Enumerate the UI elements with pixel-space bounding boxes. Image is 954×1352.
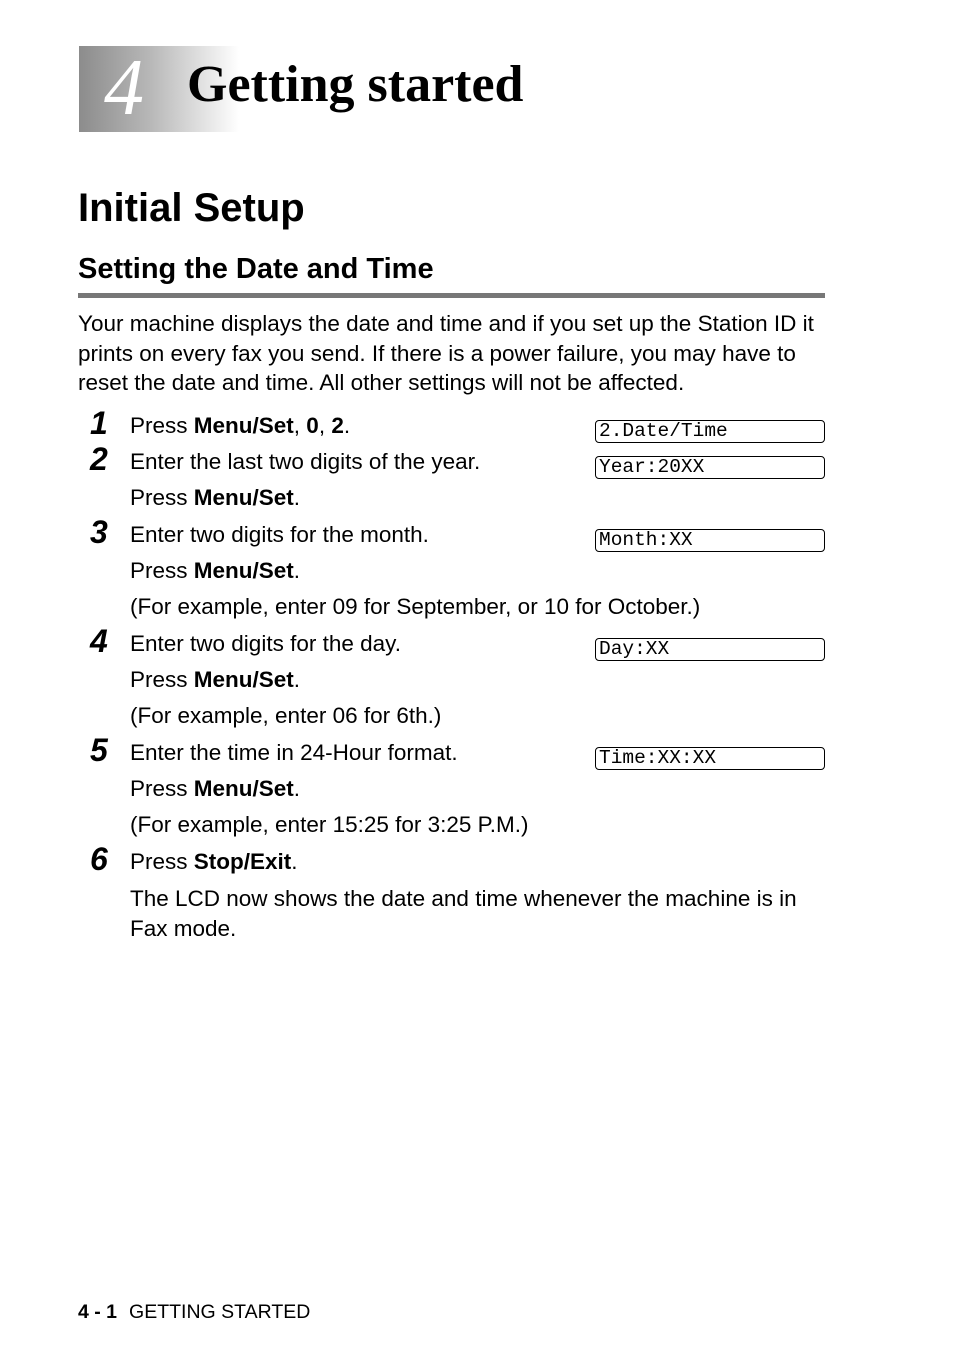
lcd-display: Time:XX:XX bbox=[595, 747, 825, 770]
step-6-paragraph: The LCD now shows the date and time whenever the machine is in Fax mode. bbox=[130, 886, 797, 941]
subsection-title: Setting the Date and Time bbox=[78, 253, 434, 285]
step-3-line-2: Press Menu/Set. bbox=[130, 558, 301, 583]
step-2-number: 2 bbox=[90, 441, 108, 477]
step-6-number: 6 bbox=[90, 841, 108, 877]
stop-exit-key: Stop/Exit bbox=[193, 849, 292, 874]
step-4-number: 4 bbox=[90, 623, 108, 659]
step-4-line-1: Enter two digits for the day. bbox=[130, 631, 401, 656]
step-3-line-1: Enter two digits for the month. bbox=[130, 522, 429, 547]
lcd-display: Month:XX bbox=[595, 529, 825, 552]
step-5-example: (For example, enter 15:25 for 3:25 P.M.) bbox=[130, 812, 529, 837]
step-1-number: 1 bbox=[90, 405, 108, 441]
lcd-display: 2.Date/Time bbox=[595, 420, 825, 443]
page-number: 4 - 1 bbox=[78, 1301, 118, 1323]
heading-rule bbox=[78, 293, 825, 298]
step-5-number: 5 bbox=[90, 732, 108, 768]
key-0: 0 bbox=[306, 413, 319, 438]
step-3-number: 3 bbox=[90, 514, 108, 550]
step-2-line-2: Press Menu/Set. bbox=[130, 485, 301, 510]
intro-paragraph: Your machine displays the date and time and if you set up the Station ID it prints on every fax you send. If there is a power failure, you may have to reset the date and time. All other settings will not be affected. bbox=[78, 311, 814, 395]
menu-set-key: Menu/Set bbox=[193, 776, 294, 801]
page-footer bbox=[78, 1299, 310, 1325]
step-6-line-1: Press Stop/Exit. bbox=[130, 849, 298, 874]
step-5-line-2: Press Menu/Set. bbox=[130, 776, 301, 801]
key-2: 2 bbox=[331, 413, 344, 438]
menu-set-key: Menu/Set bbox=[193, 485, 294, 510]
lcd-display: Day:XX bbox=[595, 638, 825, 661]
chapter-title: Getting started bbox=[187, 56, 524, 113]
step-1-line: Press Menu/Set, 0, 2. bbox=[130, 413, 351, 438]
step-4-line-2: Press Menu/Set. bbox=[130, 667, 301, 692]
step-2-line-1: Enter the last two digits of the year. bbox=[130, 449, 481, 474]
section-title: Initial Setup bbox=[78, 186, 305, 230]
menu-set-key: Menu/Set bbox=[193, 667, 294, 692]
step-3-example: (For example, enter 09 for September, or 10 for October.) bbox=[130, 594, 701, 619]
menu-set-key: Menu/Set bbox=[193, 413, 294, 438]
chapter-number: 4 bbox=[104, 44, 144, 132]
step-4-example: (For example, enter 06 for 6th.) bbox=[130, 703, 442, 728]
step-5-line-1: Enter the time in 24-Hour format. bbox=[130, 740, 458, 765]
footer-label: GETTING STARTED bbox=[129, 1301, 311, 1323]
lcd-display: Year:20XX bbox=[595, 456, 825, 479]
menu-set-key: Menu/Set bbox=[193, 558, 294, 583]
